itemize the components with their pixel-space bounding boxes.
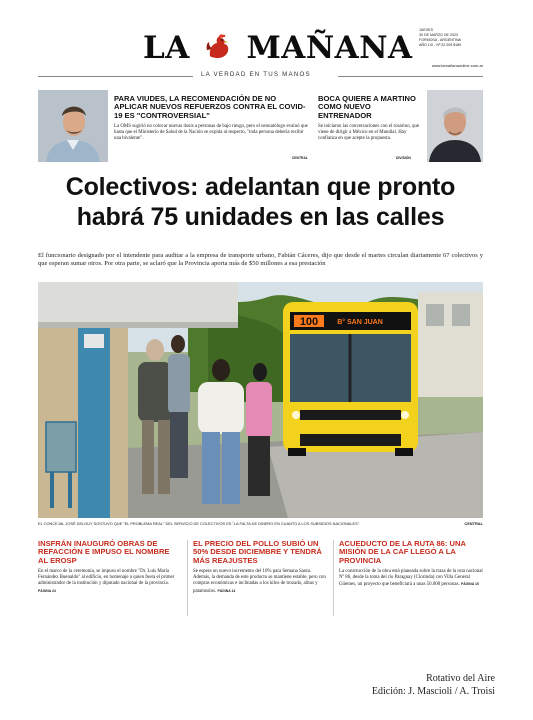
date-block (419, 28, 483, 48)
caption-section: CENTRAL (464, 521, 483, 526)
story-body-text: Se espera un nuevo incremento del 10% para Semana Santa. Además, la demanda de este producto se mantiene estable, pero con compras económicas e inclinadas a los kilos de trozado, alitas y patamuslos. (193, 569, 326, 594)
story-headline: ACUEDUCTO DE LA RUTA 86: UNA MISIÓN DE LA CAF LLEGÓ A LA PROVINCIA (339, 539, 466, 565)
story-headline: EL PRECIO DEL POLLO SUBIÓ UN 50% DESDE DICIEMBRE Y TENDRÁ MÁS REAJUSTES (193, 539, 322, 565)
brand-left: LA (143, 30, 190, 66)
teaser-body: La OMS sugirió no colocar nuevas dosis a personas de bajo riesgo, pero el neonatólogo evaluó que hasta que el Ministerio de Salud de la Nación se expida al respecto, "toda persona debería recibir una bivalente". (114, 123, 308, 141)
bus-route-number: 100 (299, 316, 319, 328)
caption-text: EL CONCEJAL JOSÉ DELGUY SOSTUVO QUE "EL PROBLEMA REAL" DEL SERVICIO DE COLECTIVOS ES "LA FALTA DE DINERO EN CUANTO A LOS SUBSIDIOS NACIONALES". (38, 521, 361, 526)
teaser-section: CENTRAL (291, 156, 308, 160)
page-reference: PÁGINA 14 (217, 588, 236, 593)
edition-number: AÑO LXI - Nº 22.209 $189 (419, 43, 462, 47)
page-reference: PÁGINA 15 (460, 582, 479, 587)
credits-line-1: Rotativo del Aire (426, 673, 495, 684)
teaser-headline: PARA VIUDES, LA RECOMENDACIÓN DE NO APLICAR NUEVOS REFUERZOS CONTRA EL COVID-19 ES "CONTROVERSIAL" (114, 94, 306, 120)
teaser-photo-coach (427, 90, 483, 162)
brand-right: MAÑANA (246, 30, 413, 66)
credits-line-2: Edición: J. Mascioli / A. Troisi (371, 686, 495, 697)
masthead-rule-right (338, 76, 483, 77)
tagline: LA VERDAD EN TUS MANOS (201, 71, 311, 78)
story-acueducto[interactable] (333, 540, 483, 616)
newspaper-logo (143, 30, 413, 66)
site-url[interactable]: www.lamañanaonline.com.ar (431, 63, 483, 68)
rooster-icon (203, 32, 233, 62)
teaser-headline: BOCA QUIERE A MARTINO COMO NUEVO ENTRENADOR (318, 94, 416, 120)
masthead (38, 22, 483, 82)
story-body (38, 569, 178, 594)
teaser-boca[interactable] (318, 90, 483, 162)
story-body (339, 569, 483, 588)
teaser-body: Se iniciaron las conversaciones con el rosarino, que viene de dirigir a México en el Mundial. Hay confianza en que acepte la propuesta. (318, 123, 420, 141)
main-headline-line-1: Colectivos: adelantan que pronto (65, 173, 456, 201)
teaser-covid[interactable] (38, 90, 310, 162)
main-photo-bus-stop (38, 282, 483, 518)
photo-caption (38, 521, 483, 526)
bus-destination-sign: B° SAN JUAN (337, 319, 383, 326)
person-photo (427, 90, 483, 162)
bus-stop-photo (38, 282, 483, 518)
main-headline-line-2: habrá 75 unidades en las calles (76, 203, 445, 231)
story-body-text: La construcción de la obra está planeada sobre la traza de la ruta nacional Nº 86, desde la toma del río Paraguay (Clorinda) con Villa General Güemes, un proyecto que beneficiará a unas 50.000 personas. (339, 569, 483, 588)
story-headline: INSFRÁN INAUGURÓ OBRAS DE REFACCIÓN E IMPUSO EL NOMBRE AL EROSP (38, 539, 170, 565)
teaser-section: DIVISIÓN (396, 156, 411, 160)
edition-credits (372, 672, 495, 698)
date-weekday: JUEVES (419, 28, 433, 32)
teaser-photo-doctor (38, 90, 108, 162)
page-reference: PÁGINA 24 (38, 588, 56, 593)
story-insfran[interactable] (38, 540, 178, 616)
date-location: FORMOSA - ARGENTINA (419, 38, 461, 42)
story-body-text: En el marco de la ceremonia, se impuso el nombre "Dr. Luis María Fernández Buenaldo" al edificio, en homenaje a quien fuera el primer administrador de la institución y diputado nacional de la provincia. (38, 569, 175, 587)
person-photo (38, 90, 108, 162)
main-lede: El funcionario designado por el intendente para auditar a la empresa de transporte urbano, Fabián Cáceres, dijo que desde el martes circulan diariamente 67 colectivos y que esperan sumar otros. Por otra parte, se aclaró que la Provincia aporta más de $50 millones a esa prestación (38, 252, 483, 267)
main-headline[interactable] (38, 172, 483, 232)
story-pollo[interactable] (187, 540, 327, 616)
date-full: 30 DE MARZO DE 2023 (419, 33, 458, 37)
story-body (193, 569, 327, 594)
masthead-rule-left (38, 76, 193, 77)
